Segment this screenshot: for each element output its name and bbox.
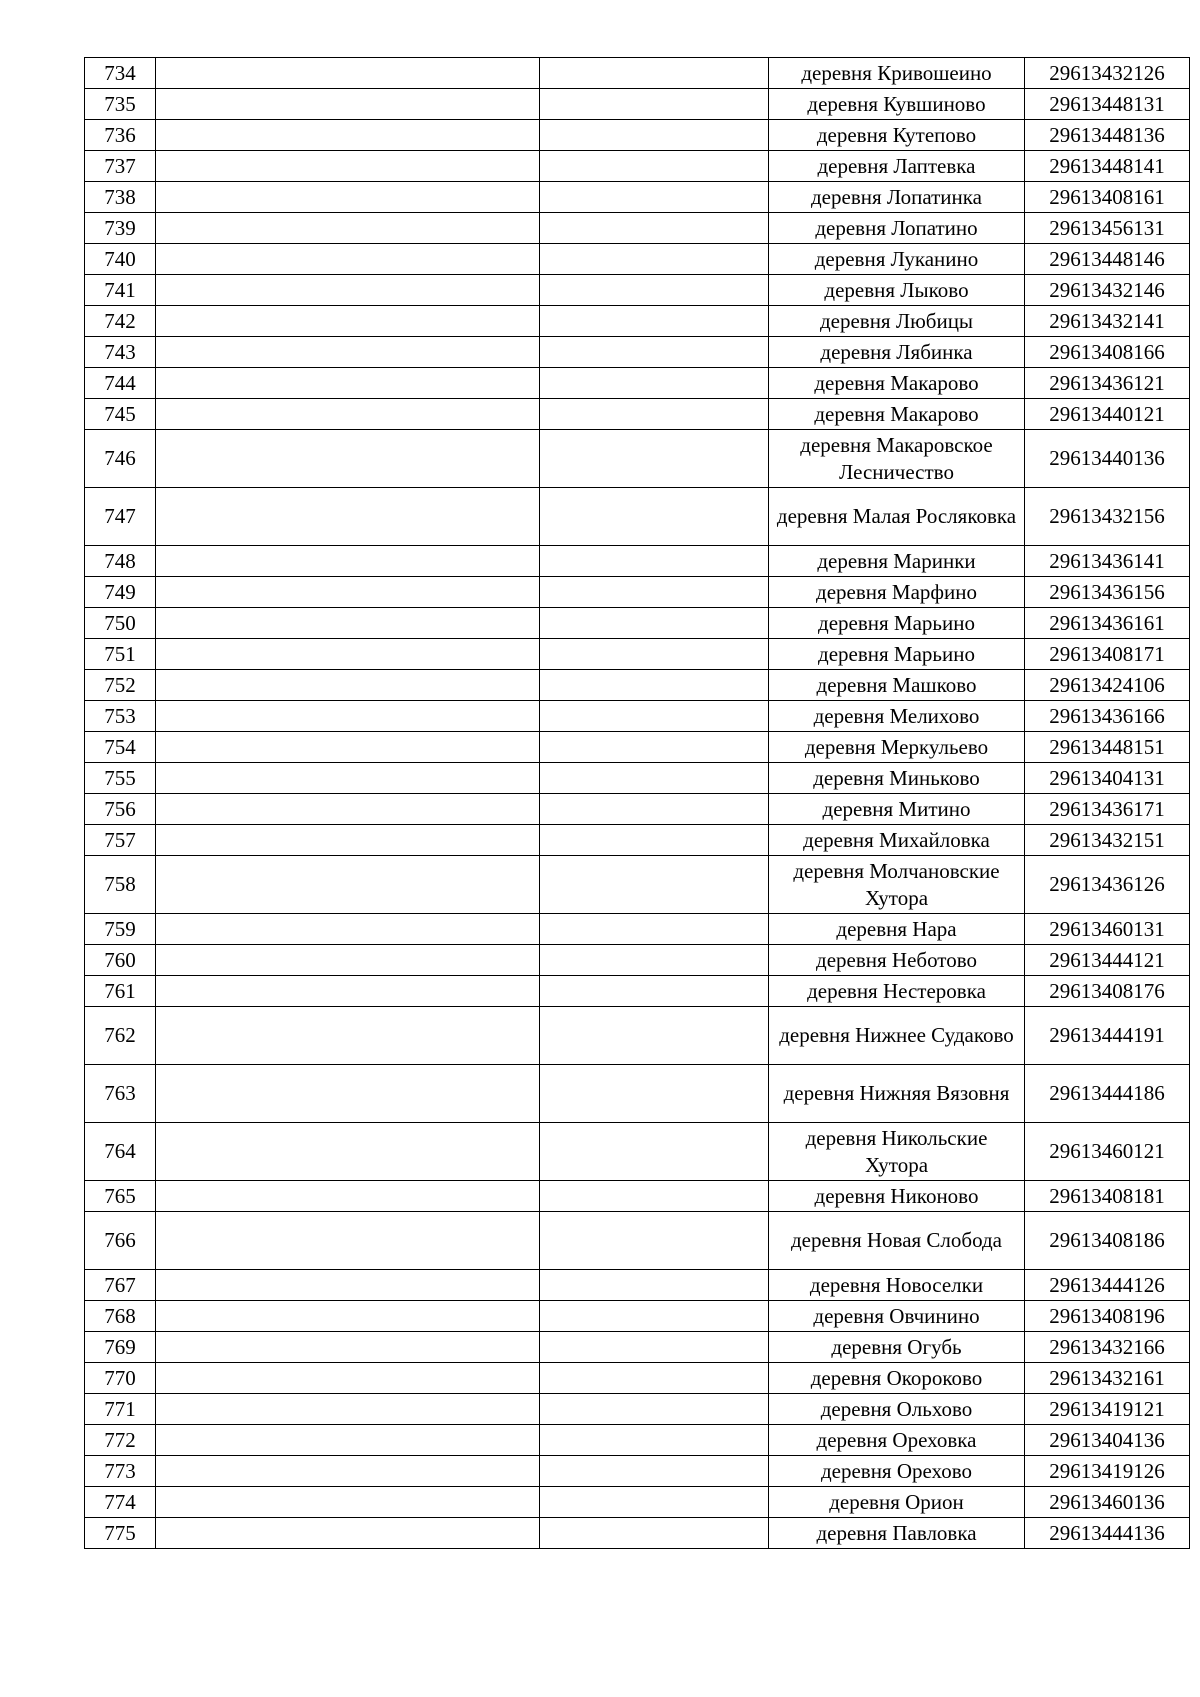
table-row xyxy=(85,213,1190,244)
settlement-name: деревня Миньково xyxy=(769,763,1025,794)
empty-cell xyxy=(540,213,769,244)
settlement-name: деревня Марьино xyxy=(769,639,1025,670)
settlement-name: деревня Макаровское Лесничество xyxy=(769,430,1025,488)
row-number: 762 xyxy=(85,1007,156,1065)
empty-cell xyxy=(540,546,769,577)
settlement-name: деревня Орион xyxy=(769,1487,1025,1518)
empty-cell xyxy=(540,670,769,701)
empty-cell xyxy=(540,1487,769,1518)
settlement-name: деревня Лопатино xyxy=(769,213,1025,244)
empty-cell xyxy=(156,914,540,945)
row-number: 763 xyxy=(85,1065,156,1123)
empty-cell xyxy=(156,430,540,488)
settlement-name: деревня Неботово xyxy=(769,945,1025,976)
empty-cell xyxy=(156,945,540,976)
settlement-name: деревня Новоселки xyxy=(769,1270,1025,1301)
settlement-name: деревня Никольские Хутора xyxy=(769,1123,1025,1181)
table-row xyxy=(85,244,1190,275)
row-number: 738 xyxy=(85,182,156,213)
oktmo-code: 29613408161 xyxy=(1025,182,1190,213)
empty-cell xyxy=(540,639,769,670)
empty-cell xyxy=(156,1270,540,1301)
row-number: 736 xyxy=(85,120,156,151)
oktmo-code: 29613432166 xyxy=(1025,1332,1190,1363)
empty-cell xyxy=(540,244,769,275)
table-row xyxy=(85,182,1190,213)
oktmo-code: 29613460136 xyxy=(1025,1487,1190,1518)
oktmo-code: 29613444121 xyxy=(1025,945,1190,976)
row-number: 751 xyxy=(85,639,156,670)
oktmo-code: 29613419121 xyxy=(1025,1394,1190,1425)
row-number: 749 xyxy=(85,577,156,608)
table-row xyxy=(85,337,1190,368)
oktmo-code: 29613408186 xyxy=(1025,1212,1190,1270)
empty-cell xyxy=(540,577,769,608)
settlements-table xyxy=(84,57,1190,1549)
empty-cell xyxy=(540,1181,769,1212)
empty-cell xyxy=(156,1212,540,1270)
empty-cell xyxy=(540,151,769,182)
settlement-name: деревня Кривошеино xyxy=(769,58,1025,89)
empty-cell xyxy=(540,763,769,794)
oktmo-code: 29613432151 xyxy=(1025,825,1190,856)
row-number: 734 xyxy=(85,58,156,89)
row-number: 744 xyxy=(85,368,156,399)
table-row xyxy=(85,1332,1190,1363)
row-number: 748 xyxy=(85,546,156,577)
oktmo-code: 29613456131 xyxy=(1025,213,1190,244)
table-row xyxy=(85,1212,1190,1270)
oktmo-code: 29613432146 xyxy=(1025,275,1190,306)
row-number: 771 xyxy=(85,1394,156,1425)
settlement-name: деревня Макарово xyxy=(769,368,1025,399)
table-row xyxy=(85,1065,1190,1123)
empty-cell xyxy=(156,577,540,608)
oktmo-code: 29613404136 xyxy=(1025,1425,1190,1456)
oktmo-code: 29613436166 xyxy=(1025,701,1190,732)
table-row xyxy=(85,430,1190,488)
empty-cell xyxy=(540,488,769,546)
row-number: 759 xyxy=(85,914,156,945)
row-number: 754 xyxy=(85,732,156,763)
settlement-name: деревня Ореховка xyxy=(769,1425,1025,1456)
table-row xyxy=(85,608,1190,639)
empty-cell xyxy=(156,1363,540,1394)
oktmo-code: 29613408181 xyxy=(1025,1181,1190,1212)
row-number: 735 xyxy=(85,89,156,120)
row-number: 766 xyxy=(85,1212,156,1270)
oktmo-code: 29613432161 xyxy=(1025,1363,1190,1394)
empty-cell xyxy=(540,368,769,399)
table-row xyxy=(85,1518,1190,1549)
settlement-name: деревня Окороково xyxy=(769,1363,1025,1394)
empty-cell xyxy=(156,976,540,1007)
settlement-name: деревня Меркульево xyxy=(769,732,1025,763)
empty-cell xyxy=(156,546,540,577)
settlement-name: деревня Малая Росляковка xyxy=(769,488,1025,546)
empty-cell xyxy=(156,182,540,213)
table-row xyxy=(85,399,1190,430)
empty-cell xyxy=(540,794,769,825)
empty-cell xyxy=(540,1394,769,1425)
oktmo-code: 29613448136 xyxy=(1025,120,1190,151)
empty-cell xyxy=(540,914,769,945)
empty-cell xyxy=(540,976,769,1007)
oktmo-code: 29613419126 xyxy=(1025,1456,1190,1487)
empty-cell xyxy=(540,1332,769,1363)
table-row xyxy=(85,701,1190,732)
empty-cell xyxy=(540,1518,769,1549)
settlement-name: деревня Овчинино xyxy=(769,1301,1025,1332)
empty-cell xyxy=(540,1456,769,1487)
settlement-name: деревня Кутепово xyxy=(769,120,1025,151)
empty-cell xyxy=(540,856,769,914)
empty-cell xyxy=(156,732,540,763)
table-row xyxy=(85,488,1190,546)
settlement-name: деревня Митино xyxy=(769,794,1025,825)
empty-cell xyxy=(156,1065,540,1123)
empty-cell xyxy=(156,639,540,670)
oktmo-code: 29613440136 xyxy=(1025,430,1190,488)
empty-cell xyxy=(540,732,769,763)
empty-cell xyxy=(156,1518,540,1549)
oktmo-code: 29613408196 xyxy=(1025,1301,1190,1332)
row-number: 767 xyxy=(85,1270,156,1301)
table-row xyxy=(85,794,1190,825)
settlement-name: деревня Марфино xyxy=(769,577,1025,608)
row-number: 773 xyxy=(85,1456,156,1487)
empty-cell xyxy=(156,1425,540,1456)
empty-cell xyxy=(540,430,769,488)
empty-cell xyxy=(540,1212,769,1270)
row-number: 741 xyxy=(85,275,156,306)
oktmo-code: 29613408176 xyxy=(1025,976,1190,1007)
table-body xyxy=(85,58,1190,1549)
empty-cell xyxy=(540,275,769,306)
table-row xyxy=(85,1270,1190,1301)
table-row xyxy=(85,306,1190,337)
oktmo-code: 29613448146 xyxy=(1025,244,1190,275)
row-number: 775 xyxy=(85,1518,156,1549)
row-number: 765 xyxy=(85,1181,156,1212)
empty-cell xyxy=(156,58,540,89)
empty-cell xyxy=(156,1301,540,1332)
row-number: 745 xyxy=(85,399,156,430)
row-number: 753 xyxy=(85,701,156,732)
oktmo-code: 29613444126 xyxy=(1025,1270,1190,1301)
oktmo-code: 29613444191 xyxy=(1025,1007,1190,1065)
empty-cell xyxy=(156,856,540,914)
empty-cell xyxy=(540,825,769,856)
oktmo-code: 29613436126 xyxy=(1025,856,1190,914)
table-row xyxy=(85,577,1190,608)
settlement-name: деревня Ольхово xyxy=(769,1394,1025,1425)
empty-cell xyxy=(540,1007,769,1065)
empty-cell xyxy=(156,825,540,856)
row-number: 746 xyxy=(85,430,156,488)
table-row xyxy=(85,1487,1190,1518)
oktmo-code: 29613436121 xyxy=(1025,368,1190,399)
empty-cell xyxy=(540,1301,769,1332)
settlement-name: деревня Никоново xyxy=(769,1181,1025,1212)
empty-cell xyxy=(156,1181,540,1212)
empty-cell xyxy=(156,1456,540,1487)
row-number: 750 xyxy=(85,608,156,639)
table-row xyxy=(85,1123,1190,1181)
row-number: 774 xyxy=(85,1487,156,1518)
table-row xyxy=(85,1181,1190,1212)
table-row xyxy=(85,1394,1190,1425)
oktmo-code: 29613432141 xyxy=(1025,306,1190,337)
table-row xyxy=(85,976,1190,1007)
empty-cell xyxy=(540,1425,769,1456)
row-number: 769 xyxy=(85,1332,156,1363)
empty-cell xyxy=(156,368,540,399)
empty-cell xyxy=(156,337,540,368)
settlement-name: деревня Макарово xyxy=(769,399,1025,430)
table-row xyxy=(85,58,1190,89)
row-number: 764 xyxy=(85,1123,156,1181)
empty-cell xyxy=(540,1065,769,1123)
empty-cell xyxy=(540,399,769,430)
settlement-name: деревня Новая Слобода xyxy=(769,1212,1025,1270)
empty-cell xyxy=(156,1123,540,1181)
empty-cell xyxy=(540,89,769,120)
empty-cell xyxy=(156,488,540,546)
empty-cell xyxy=(156,1332,540,1363)
settlement-name: деревня Нижнее Судаково xyxy=(769,1007,1025,1065)
oktmo-code: 29613436156 xyxy=(1025,577,1190,608)
row-number: 742 xyxy=(85,306,156,337)
settlement-name: деревня Молчановские Хутора xyxy=(769,856,1025,914)
table-row xyxy=(85,670,1190,701)
empty-cell xyxy=(156,608,540,639)
oktmo-code: 29613408171 xyxy=(1025,639,1190,670)
table-row xyxy=(85,763,1190,794)
row-number: 758 xyxy=(85,856,156,914)
oktmo-code: 29613432126 xyxy=(1025,58,1190,89)
settlement-name: деревня Кувшиново xyxy=(769,89,1025,120)
empty-cell xyxy=(540,1123,769,1181)
row-number: 761 xyxy=(85,976,156,1007)
settlement-name: деревня Нара xyxy=(769,914,1025,945)
empty-cell xyxy=(156,213,540,244)
table-row xyxy=(85,275,1190,306)
empty-cell xyxy=(540,1270,769,1301)
settlement-name: деревня Павловка xyxy=(769,1518,1025,1549)
table-row xyxy=(85,945,1190,976)
empty-cell xyxy=(156,701,540,732)
row-number: 752 xyxy=(85,670,156,701)
empty-cell xyxy=(156,306,540,337)
empty-cell xyxy=(540,608,769,639)
empty-cell xyxy=(540,182,769,213)
oktmo-code: 29613436171 xyxy=(1025,794,1190,825)
empty-cell xyxy=(156,89,540,120)
settlement-name: деревня Орехово xyxy=(769,1456,1025,1487)
row-number: 768 xyxy=(85,1301,156,1332)
settlement-name: деревня Мелихово xyxy=(769,701,1025,732)
row-number: 757 xyxy=(85,825,156,856)
table-row xyxy=(85,825,1190,856)
oktmo-code: 29613432156 xyxy=(1025,488,1190,546)
table-row xyxy=(85,368,1190,399)
empty-cell xyxy=(156,1007,540,1065)
oktmo-code: 29613448131 xyxy=(1025,89,1190,120)
empty-cell xyxy=(156,275,540,306)
table-row xyxy=(85,1456,1190,1487)
oktmo-code: 29613460121 xyxy=(1025,1123,1190,1181)
empty-cell xyxy=(156,670,540,701)
row-number: 772 xyxy=(85,1425,156,1456)
row-number: 739 xyxy=(85,213,156,244)
row-number: 740 xyxy=(85,244,156,275)
oktmo-code: 29613436141 xyxy=(1025,546,1190,577)
empty-cell xyxy=(156,399,540,430)
row-number: 755 xyxy=(85,763,156,794)
empty-cell xyxy=(540,58,769,89)
table-row xyxy=(85,1363,1190,1394)
oktmo-code: 29613444136 xyxy=(1025,1518,1190,1549)
table-row xyxy=(85,1301,1190,1332)
settlement-name: деревня Нижняя Вязовня xyxy=(769,1065,1025,1123)
row-number: 756 xyxy=(85,794,156,825)
settlement-name: деревня Лопатинка xyxy=(769,182,1025,213)
empty-cell xyxy=(156,763,540,794)
table-row xyxy=(85,546,1190,577)
empty-cell xyxy=(540,945,769,976)
empty-cell xyxy=(156,151,540,182)
oktmo-code: 29613448151 xyxy=(1025,732,1190,763)
settlement-name: деревня Марьино xyxy=(769,608,1025,639)
oktmo-code: 29613440121 xyxy=(1025,399,1190,430)
empty-cell xyxy=(540,337,769,368)
empty-cell xyxy=(156,120,540,151)
settlement-name: деревня Машково xyxy=(769,670,1025,701)
oktmo-code: 29613408166 xyxy=(1025,337,1190,368)
oktmo-code: 29613424106 xyxy=(1025,670,1190,701)
row-number: 770 xyxy=(85,1363,156,1394)
settlement-name: деревня Лябинка xyxy=(769,337,1025,368)
table-row xyxy=(85,89,1190,120)
row-number: 747 xyxy=(85,488,156,546)
empty-cell xyxy=(156,1394,540,1425)
oktmo-code: 29613460131 xyxy=(1025,914,1190,945)
empty-cell xyxy=(540,1363,769,1394)
oktmo-code: 29613448141 xyxy=(1025,151,1190,182)
oktmo-code: 29613444186 xyxy=(1025,1065,1190,1123)
empty-cell xyxy=(540,306,769,337)
settlement-name: деревня Маринки xyxy=(769,546,1025,577)
row-number: 737 xyxy=(85,151,156,182)
row-number: 743 xyxy=(85,337,156,368)
empty-cell xyxy=(156,244,540,275)
settlement-name: деревня Огубь xyxy=(769,1332,1025,1363)
row-number: 760 xyxy=(85,945,156,976)
table-row xyxy=(85,856,1190,914)
settlement-name: деревня Нестеровка xyxy=(769,976,1025,1007)
empty-cell xyxy=(156,1487,540,1518)
table-row xyxy=(85,151,1190,182)
table-row xyxy=(85,120,1190,151)
settlement-name: деревня Лыково xyxy=(769,275,1025,306)
settlement-name: деревня Лаптевка xyxy=(769,151,1025,182)
table-row xyxy=(85,1007,1190,1065)
empty-cell xyxy=(156,794,540,825)
settlement-name: деревня Михайловка xyxy=(769,825,1025,856)
settlement-name: деревня Луканино xyxy=(769,244,1025,275)
oktmo-code: 29613436161 xyxy=(1025,608,1190,639)
table-row xyxy=(85,639,1190,670)
table-row xyxy=(85,1425,1190,1456)
table-row xyxy=(85,914,1190,945)
table-row xyxy=(85,732,1190,763)
oktmo-code: 29613404131 xyxy=(1025,763,1190,794)
settlement-name: деревня Любицы xyxy=(769,306,1025,337)
empty-cell xyxy=(540,120,769,151)
empty-cell xyxy=(540,701,769,732)
